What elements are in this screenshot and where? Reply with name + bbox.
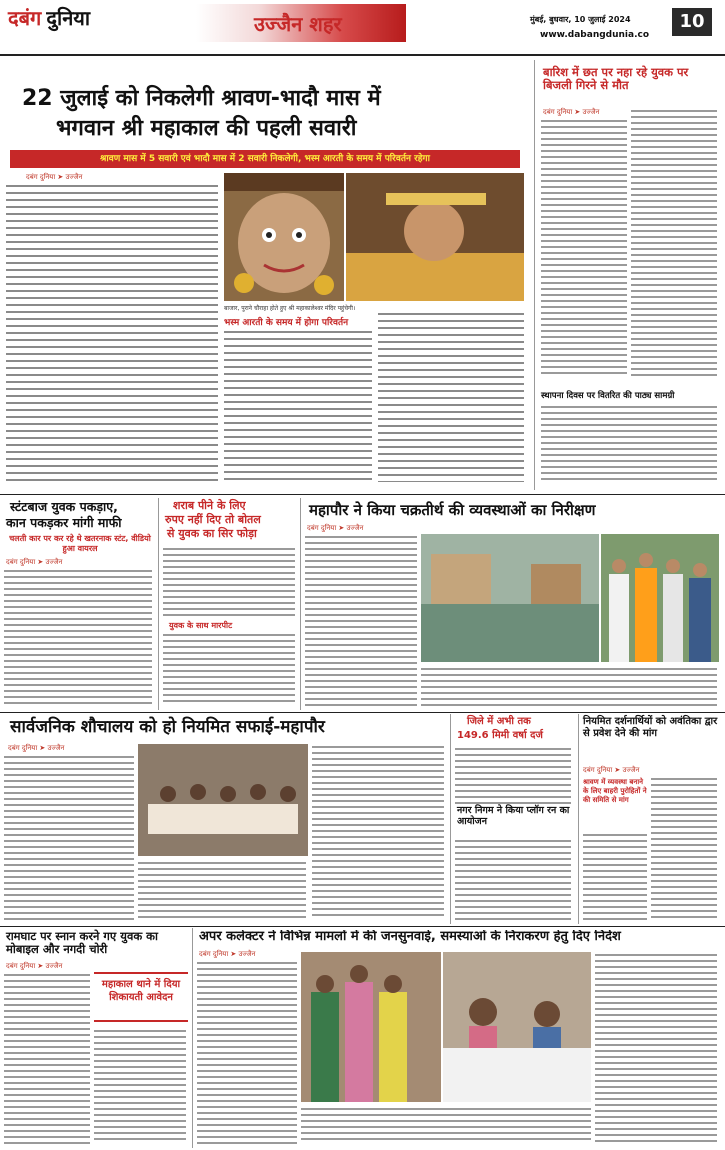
rain-story: [450, 714, 575, 924]
procession-image: [346, 173, 524, 301]
page-number: 10: [672, 8, 712, 36]
rain-subhead: नगर निगम ने किया प्लॉग रन का आयोजन: [457, 805, 570, 827]
toilet-body-3: [312, 744, 444, 920]
stunt-byline: दबंग दुनिया ➤ उज्जैन: [6, 558, 63, 566]
mahakal-image: [224, 173, 344, 301]
ramghat-box: [94, 972, 188, 1022]
collector-desk-image: [443, 952, 591, 1102]
toilet-byline: दबंग दुनिया ➤ उज्जैन: [8, 744, 65, 752]
rule-2: [0, 712, 725, 713]
officials-image: [601, 534, 719, 662]
stunt-body: [4, 568, 152, 706]
ramghat-headline: रामघाट पर स्नान करने गए युवक का मोबाइल और नगदी चोरी: [6, 929, 158, 957]
collector-body: [197, 960, 297, 1144]
darshan-byline: दबंग दुनिया ➤ उज्जैन: [583, 766, 640, 774]
ramghat-body-2: [94, 1028, 186, 1144]
lead-byline: दबंग दुनिया ➤ उज्जैन: [26, 173, 83, 181]
lead-photo: [224, 173, 344, 301]
side-headline: बारिश में छत पर नहा रहे युवक पर बिजली गिरने से मौत: [543, 65, 689, 93]
toilet-body: [4, 754, 134, 920]
mayor-story: [300, 498, 720, 710]
stunt-story: [0, 498, 155, 710]
public-hearing-image: [301, 952, 441, 1102]
toilet-headline: सार्वजनिक शौचालय को हो नियमित सफाई-महापौर: [10, 717, 325, 737]
ramghat-story: [0, 928, 190, 1148]
lead-story: [0, 60, 530, 490]
ramghat-body: [4, 972, 90, 1144]
lead-photo-caption: बाजार, पुराने चौराहा होते हुए श्री महाकालेश्वर मंदिर पहुंचेगी।: [224, 305, 356, 312]
side-story-2: [534, 390, 719, 490]
dateline: मुंबई, बुधवार, 10 जुलाई 2024: [530, 15, 631, 24]
lead-body-col-2: [224, 328, 372, 482]
logo-prefix: दबंग: [8, 6, 42, 30]
collector-byline: दबंग दुनिया ➤ उज्जैन: [199, 950, 256, 958]
stunt-strap: चलती कार पर कर रहे थे खतरनाक स्टंट, वीडियो हुआ वायरल: [9, 534, 151, 553]
meeting-image: [138, 744, 308, 856]
stunt-headline-2: कान पकड़कर मांगी माफी: [6, 515, 122, 530]
section-title: उज्जैन शहर: [254, 12, 342, 36]
lead-body-col-1: [6, 182, 218, 482]
liquor-subhead: युवक के साथ मारपीट: [169, 621, 233, 630]
darshan-subhead: श्रावण में व्यवस्था बनाने के लिए बाहरी पुरोहितों ने की समिति से मांग: [583, 778, 647, 804]
darshan-body: [583, 832, 647, 920]
rain-body: [455, 746, 571, 804]
lead-headline-1: 22 जुलाई को निकलेगी श्रावण-भादौ मास में: [22, 86, 381, 111]
masthead-rule: [0, 54, 725, 56]
rule-1: [0, 494, 725, 495]
mayor-body: [305, 534, 417, 706]
collector-body-2: [301, 1106, 591, 1144]
stunt-headline-1: स्टंटबाज युवक पकड़ाए,: [10, 499, 118, 514]
side-story: [534, 60, 719, 390]
collector-photo-2: [443, 952, 591, 1102]
lead-body-col-3: [378, 310, 524, 482]
toilet-story: [0, 714, 448, 924]
rain-body-2: [455, 838, 571, 920]
darshan-headline: नियमित दर्शनार्थियों को अवंतिका द्वार से प्रवेश देने की मांग: [583, 716, 718, 739]
rain-headline-1: जिले में अभी तक: [467, 716, 531, 727]
mayor-photo: [421, 534, 599, 662]
liquor-story: [158, 498, 298, 710]
ghat-image: [421, 534, 599, 662]
collector-story: [192, 928, 720, 1148]
masthead: [0, 0, 725, 58]
collector-body-3: [595, 952, 717, 1144]
rule-3: [0, 926, 725, 927]
ramghat-byline: दबंग दुनिया ➤ उज्जैन: [6, 962, 63, 970]
lead-strap: [10, 150, 520, 168]
side-body-col-1: [541, 118, 627, 378]
liquor-headline-3: से युवक का सिर फोड़ा: [167, 527, 257, 540]
liquor-headline-2: रुपए नहीं दिए तो बोतल: [165, 513, 261, 526]
side-byline: दबंग दुनिया ➤ उज्जैन: [543, 108, 600, 116]
mayor-photo-2: [601, 534, 719, 662]
side-subhead: स्थापना दिवस पर वितरित की पाठ्य सामग्री: [541, 391, 675, 401]
mayor-headline: महापौर ने किया चक्रतीर्थ की व्यवस्थाओं का निरीक्षण: [309, 501, 596, 519]
side-body-col-2: [631, 108, 717, 378]
darshan-story: [578, 714, 720, 924]
collector-photo: [301, 952, 441, 1102]
lead-headline-2: भगवान श्री महाकाल की पहली सवारी: [56, 116, 357, 141]
mayor-body-2: [421, 666, 717, 706]
section-banner: [196, 4, 406, 42]
collector-headline: अपर कलेक्टर ने विभिन्न मामलों में की जनसुनवाई, समस्याओं के निराकरण हेतु दिए निर्देश: [199, 930, 621, 944]
liquor-headline-1: शराब पीने के लिए: [173, 499, 246, 512]
lead-subhead: भस्म आरती के समय में होगा परिवर्तन: [224, 318, 349, 328]
liquor-body-2: [163, 632, 295, 706]
lead-photo-2: [346, 173, 524, 301]
side-2-body: [541, 404, 717, 484]
logo-main: दुनिया: [46, 6, 91, 30]
rain-headline-2: 149.6 मिमी वर्षा दर्ज: [457, 730, 543, 741]
mayor-byline: दबंग दुनिया ➤ उज्जैन: [307, 524, 364, 532]
darshan-body-2: [651, 776, 717, 920]
ramghat-box-text: महाकाल थाने में दिया शिकायती आवेदन: [101, 979, 181, 1003]
website[interactable]: www.dabangdunia.co: [540, 30, 650, 40]
logo: [8, 4, 168, 42]
toilet-body-2: [138, 860, 306, 920]
lead-strap-text: श्रावण मास में 5 सवारी एवं भादौ मास में 2 सवारी निकलेगी, भस्म आरती के समय में परिवर्तन रहेगा: [100, 154, 430, 164]
toilet-photo: [138, 744, 308, 856]
liquor-body-1: [163, 546, 295, 618]
